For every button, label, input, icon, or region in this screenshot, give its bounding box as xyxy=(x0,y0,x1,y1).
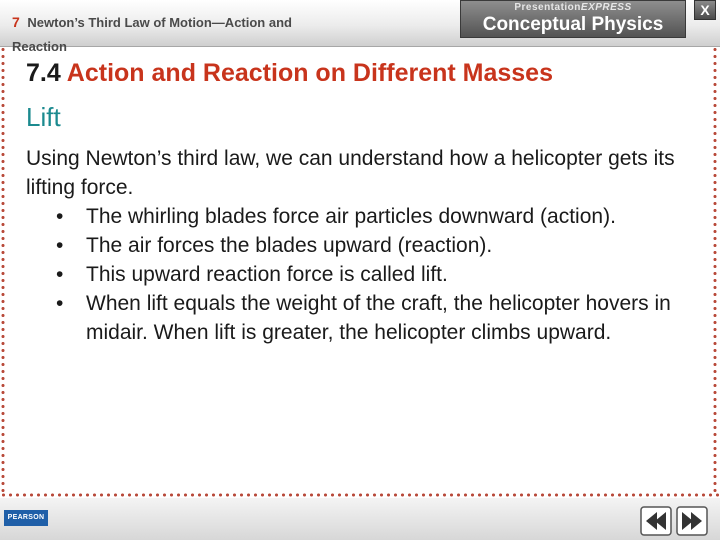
bullet-marker: • xyxy=(56,205,64,228)
list-item: • This upward reaction force is called lift. xyxy=(26,260,706,289)
dotted-border-left xyxy=(0,46,6,494)
pearson-logo: PEARSON xyxy=(4,510,48,526)
footer-bar xyxy=(0,498,720,540)
list-item: • The air forces the blades upward (reaction). xyxy=(26,231,706,260)
intro-paragraph: Using Newton’s third law, we can understand how a helicopter gets its lifting force. xyxy=(26,147,675,199)
list-item: • When lift equals the weight of the craft, the helicopter hovers in midair. When lift is greater, the helicopter climbs upward. xyxy=(26,289,706,347)
chapter-heading xyxy=(12,10,342,59)
chapter-number: 7 xyxy=(12,14,20,30)
logo-title: Conceptual Physics xyxy=(482,14,664,35)
bullet-marker: • xyxy=(56,292,64,315)
dotted-border-right xyxy=(712,46,718,494)
previous-slide-icon[interactable] xyxy=(640,506,672,536)
list-item: • The whirling blades force air particles downward (action). xyxy=(26,202,706,231)
next-slide-icon[interactable] xyxy=(676,506,708,536)
bullet-marker: • xyxy=(56,263,64,286)
slide-title xyxy=(26,56,706,90)
subheading: Lift xyxy=(26,102,61,132)
slide-body xyxy=(26,144,706,347)
header-bar xyxy=(0,0,720,54)
bullet-marker: • xyxy=(56,234,64,257)
presentation-express-label: PresentationEXPRESS xyxy=(514,2,632,13)
section-title: Action and Reaction on Different Masses xyxy=(66,59,553,87)
bullet-list xyxy=(26,202,706,347)
conceptual-physics-logo xyxy=(460,0,686,38)
chapter-title: Newton’s Third Law of Motion—Action and Reaction xyxy=(12,15,292,54)
section-number: 7.4 xyxy=(26,59,61,87)
close-button[interactable]: X xyxy=(694,0,716,20)
